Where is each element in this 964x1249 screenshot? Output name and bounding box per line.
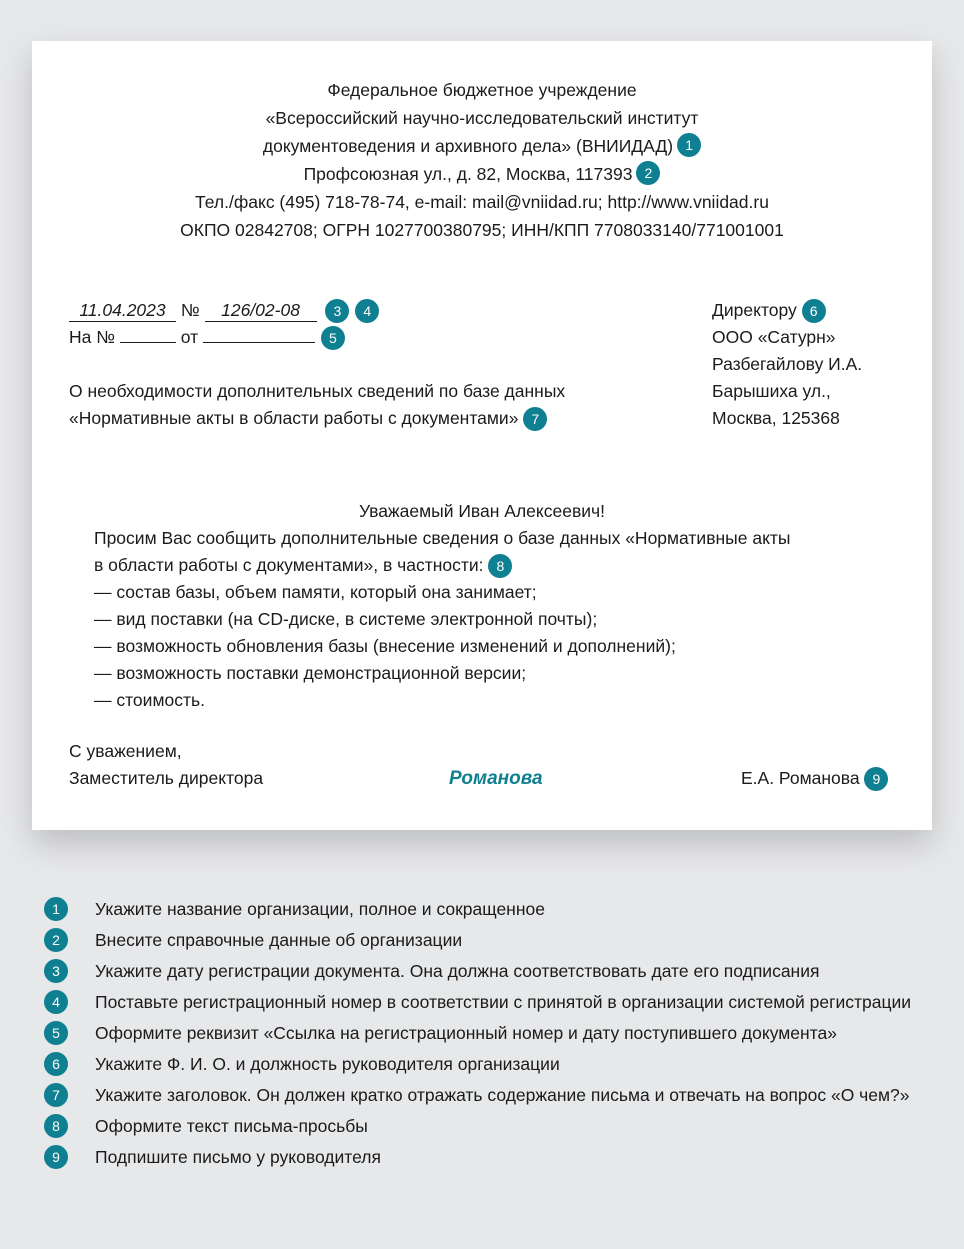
body-list-item: — состав базы, объем памяти, который она занимает; [94, 582, 537, 602]
registration-number: 126/02-08 [205, 299, 317, 322]
addressee-name: Разбегайлову И.А. [712, 354, 863, 374]
legend-item [44, 1145, 924, 1169]
legend-badge: 4 [44, 990, 68, 1014]
legend-item [44, 1052, 924, 1076]
handwritten-signature: Романова [449, 768, 543, 789]
org-name-line3-row [32, 132, 932, 160]
badge-9: 9 [864, 767, 888, 791]
org-address: Профсоюзная ул., д. 82, Москва, 117393 [303, 164, 633, 184]
signer-position: Заместитель директора [69, 768, 264, 788]
legend-item [44, 928, 924, 952]
badge-4: 4 [355, 299, 379, 323]
legend-badge: 1 [44, 897, 68, 921]
body-list-item: — вид поставки (на CD-диске, в системе электронной почты); [94, 609, 598, 629]
greeting: Уважаемый Иван Алексеевич! [358, 501, 606, 521]
letter-body [94, 525, 791, 714]
reference-from: от [180, 327, 199, 347]
legend-text: Оформите реквизит «Ссылка на регистрационный номер и дату поступившего документа» [95, 1023, 837, 1043]
closing: С уважением, [69, 741, 182, 761]
addressee-city: Москва, 125368 [712, 408, 840, 428]
legend-badge: 7 [44, 1083, 68, 1107]
legend-badge: 8 [44, 1114, 68, 1138]
legend-item [44, 959, 924, 983]
legend-text: Укажите Ф. И. О. и должность руководителя организации [95, 1054, 560, 1074]
org-contacts: Тел./факс (495) 718-78-74, e-mail: mail@vniidad.ru; http://www.vniidad.ru [195, 192, 769, 212]
badge-5: 5 [321, 326, 345, 350]
badge-8: 8 [488, 554, 512, 578]
legend-text: Подпишите письмо у руководителя [95, 1147, 381, 1167]
number-sign: № [180, 300, 200, 320]
signer-name-row [741, 765, 888, 792]
registration-row [69, 297, 379, 324]
badge-6: 6 [802, 299, 826, 323]
legend-badge: 9 [44, 1145, 68, 1169]
subject-line1: О необходимости дополнительных сведений по базе данных [69, 381, 566, 401]
legend-text: Укажите дату регистрации документа. Она должна соответствовать дате его подписания [95, 961, 820, 981]
reference-number-blank [120, 342, 176, 343]
letter-sheet [32, 41, 932, 830]
body-list-item: — возможность обновления базы (внесение изменений и дополнений); [94, 636, 676, 656]
legend-list [44, 897, 924, 1176]
address-row [32, 160, 932, 188]
subject-line2: «Нормативные акты в области работы с документами» [69, 408, 519, 428]
signer-name: Е.А. Романова [741, 768, 860, 788]
legend-badge: 5 [44, 1021, 68, 1045]
badge-7: 7 [523, 407, 547, 431]
badge-2: 2 [636, 161, 660, 185]
badge-3: 3 [325, 299, 349, 323]
letterhead [32, 76, 932, 244]
org-name-line2: «Всероссийский научно-исследовательский институт [265, 108, 699, 128]
legend-item [44, 1083, 924, 1107]
legend-item [44, 1114, 924, 1138]
org-name-line1: Федеральное бюджетное учреждение [327, 80, 637, 100]
legend-text: Внесите справочные данные об организации [95, 930, 463, 950]
reference-prefix: На № [69, 327, 116, 347]
org-name-line3: документоведения и архивного дела» (ВНИИДАД) [262, 136, 674, 156]
legend-item [44, 990, 924, 1014]
reference-row [69, 324, 345, 351]
legend-text: Поставьте регистрационный номер в соответствии с принятой в организации системой регистрации [95, 992, 912, 1012]
legend-text: Оформите текст письма-просьбы [95, 1116, 368, 1136]
legend-badge: 2 [44, 928, 68, 952]
badge-1: 1 [677, 133, 701, 157]
org-codes: ОКПО 02842708; ОГРН 1027700380795; ИНН/КПП 7708033140/771001001 [180, 220, 784, 240]
legend-item [44, 897, 924, 921]
addressee-block [712, 297, 862, 432]
legend-text: Укажите заголовок. Он должен кратко отражать содержание письма и отвечать на вопрос «О чем?» [95, 1085, 910, 1105]
legend-text: Укажите название организации, полное и сокращенное [95, 899, 545, 919]
body-para-line2: в области работы с документами», в частности: [94, 555, 484, 575]
legend-badge: 3 [44, 959, 68, 983]
addressee-org: ООО «Сатурн» [712, 327, 836, 347]
registration-date: 11.04.2023 [69, 299, 176, 322]
addressee-position: Директору [712, 300, 797, 320]
body-list-item: — возможность поставки демонстрационной версии; [94, 663, 527, 683]
subject-block [69, 378, 565, 432]
body-para-line1: Просим Вас сообщить дополнительные сведения о базе данных «Нормативные акты [94, 528, 791, 548]
legend-item [44, 1021, 924, 1045]
body-list-item: — стоимость. [94, 690, 205, 710]
addressee-street: Барышиха ул., [712, 381, 831, 401]
reference-date-blank [203, 342, 315, 343]
legend-badge: 6 [44, 1052, 68, 1076]
